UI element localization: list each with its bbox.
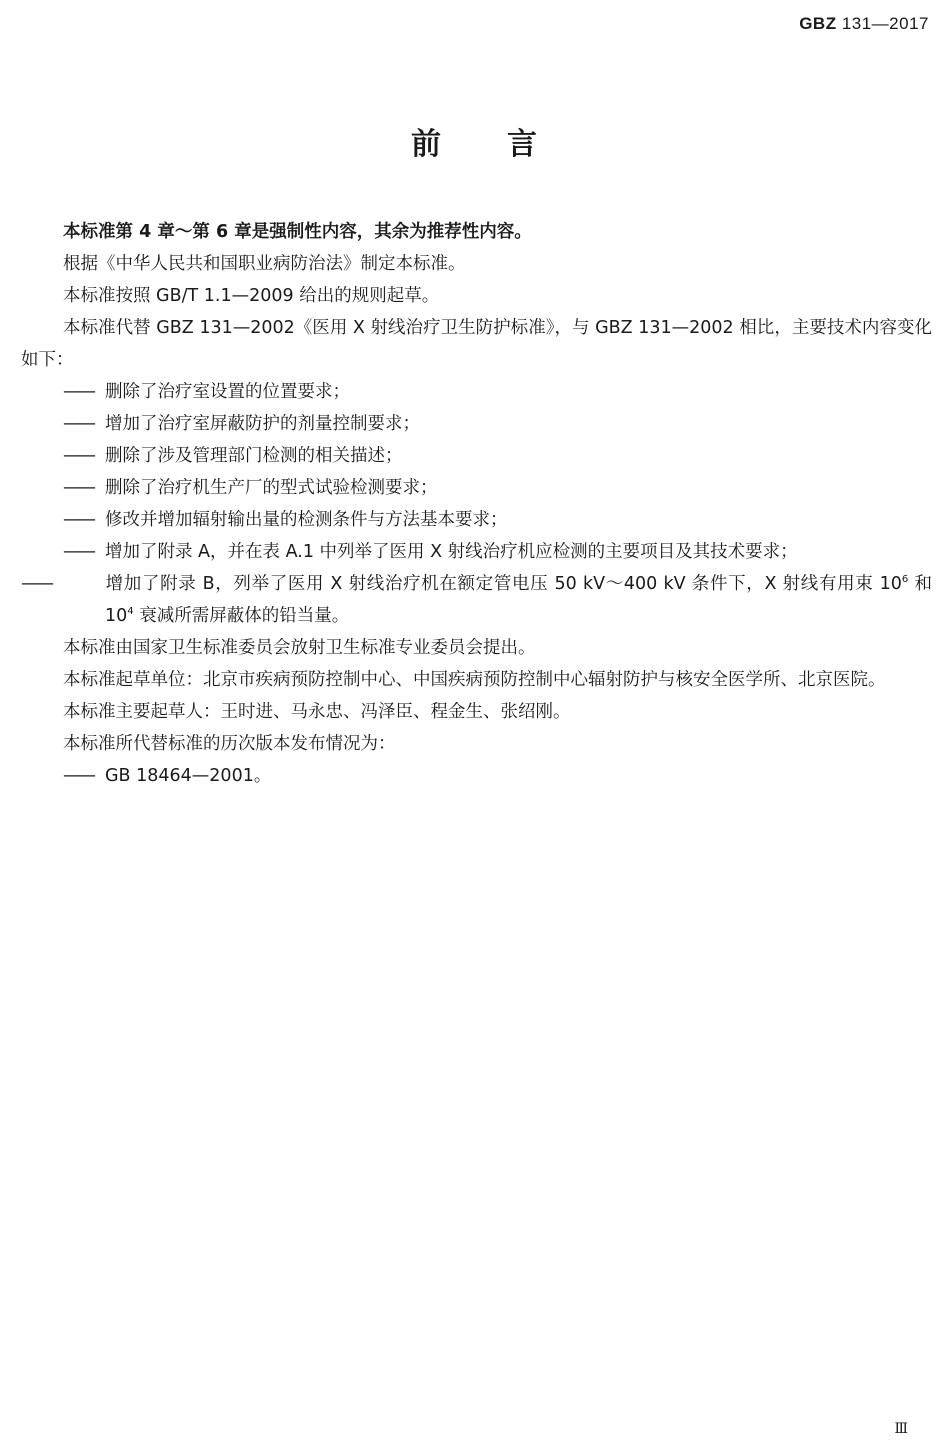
replacement-paragraph: 本标准代替 GBZ 131—2002《医用 X 射线治疗卫生防护标准》，与 GBZ 131—2002 相比，主要技术内容变化如下：	[21, 318, 932, 370]
list-item-text: 增加了附录 A，并在表 A.1 中列举了医用 X 射线治疗机应检测的主要项目及其技术要求；	[105, 542, 798, 562]
header-standard-code	[799, 14, 929, 34]
list-dash: ——	[63, 382, 94, 402]
list-item	[21, 472, 932, 504]
list-dash: ——	[63, 510, 94, 530]
mandatory-content-statement: 本标准第 4 章～第 6 章是强制性内容，其余为推荐性内容。	[63, 222, 532, 242]
list-dash: ——	[63, 766, 94, 786]
document-body	[21, 216, 932, 792]
header-code-prefix: GBZ	[799, 14, 837, 33]
page-title: 前 言	[411, 127, 539, 162]
list-item-text: 删除了治疗机生产厂的型式试验检测要求；	[105, 478, 438, 498]
list-dash: ——	[21, 574, 52, 594]
list-item-text: 删除了治疗室设置的位置要求；	[105, 382, 350, 402]
header-code-number: 131—2017	[841, 14, 929, 33]
list-item	[21, 440, 932, 472]
list-item	[21, 408, 932, 440]
legal-basis-paragraph: 根据《中华人民共和国职业病防治法》制定本标准。	[63, 254, 466, 274]
drafting-rules-paragraph: 本标准按照 GB/T 1.1—2009 给出的规则起草。	[63, 286, 440, 306]
superscript-exponent: 6	[901, 574, 909, 586]
history-list	[21, 760, 932, 792]
list-item-text: GB 18464—2001。	[105, 766, 272, 786]
list-item-text-part1: 增加了附录 B，列举了医用 X 射线治疗机在额定管电压 50 kV～400 kV 条件下，X 射线有用束 10	[105, 574, 902, 594]
list-dash: ——	[63, 542, 94, 562]
list-item	[21, 536, 932, 568]
drafting-units-paragraph: 本标准起草单位：北京市疾病预防控制中心、中国疾病预防控制中心辐射防护与核安全医学所、北京医院。	[63, 670, 886, 690]
list-item-text-part3: 衰减所需屏蔽体的铅当量。	[133, 606, 350, 626]
history-intro-paragraph: 本标准所代替标准的历次版本发布情况为：	[63, 734, 396, 754]
page-number: Ⅲ	[894, 1421, 908, 1437]
list-item-text: 修改并增加辐射输出量的检测条件与方法基本要求；	[105, 510, 508, 530]
list-dash: ——	[63, 414, 94, 434]
list-dash: ——	[63, 446, 94, 466]
list-dash: ——	[63, 478, 94, 498]
list-item	[21, 568, 932, 632]
list-item	[21, 760, 932, 792]
superscript-exponent: 4	[127, 606, 134, 618]
drafters-paragraph: 本标准主要起草人：王时进、马永忠、冯泽臣、程金生、张绍刚。	[63, 702, 571, 722]
proposer-paragraph: 本标准由国家卫生标准委员会放射卫生标准专业委员会提出。	[63, 638, 536, 658]
list-item-text: 增加了治疗室屏蔽防护的剂量控制要求；	[105, 414, 420, 434]
list-item-text: 删除了涉及管理部门检测的相关描述；	[105, 446, 403, 466]
list-item	[21, 504, 932, 536]
list-item-text-part2: 和 10	[105, 574, 932, 626]
changes-list	[21, 376, 932, 632]
list-item	[21, 376, 932, 408]
